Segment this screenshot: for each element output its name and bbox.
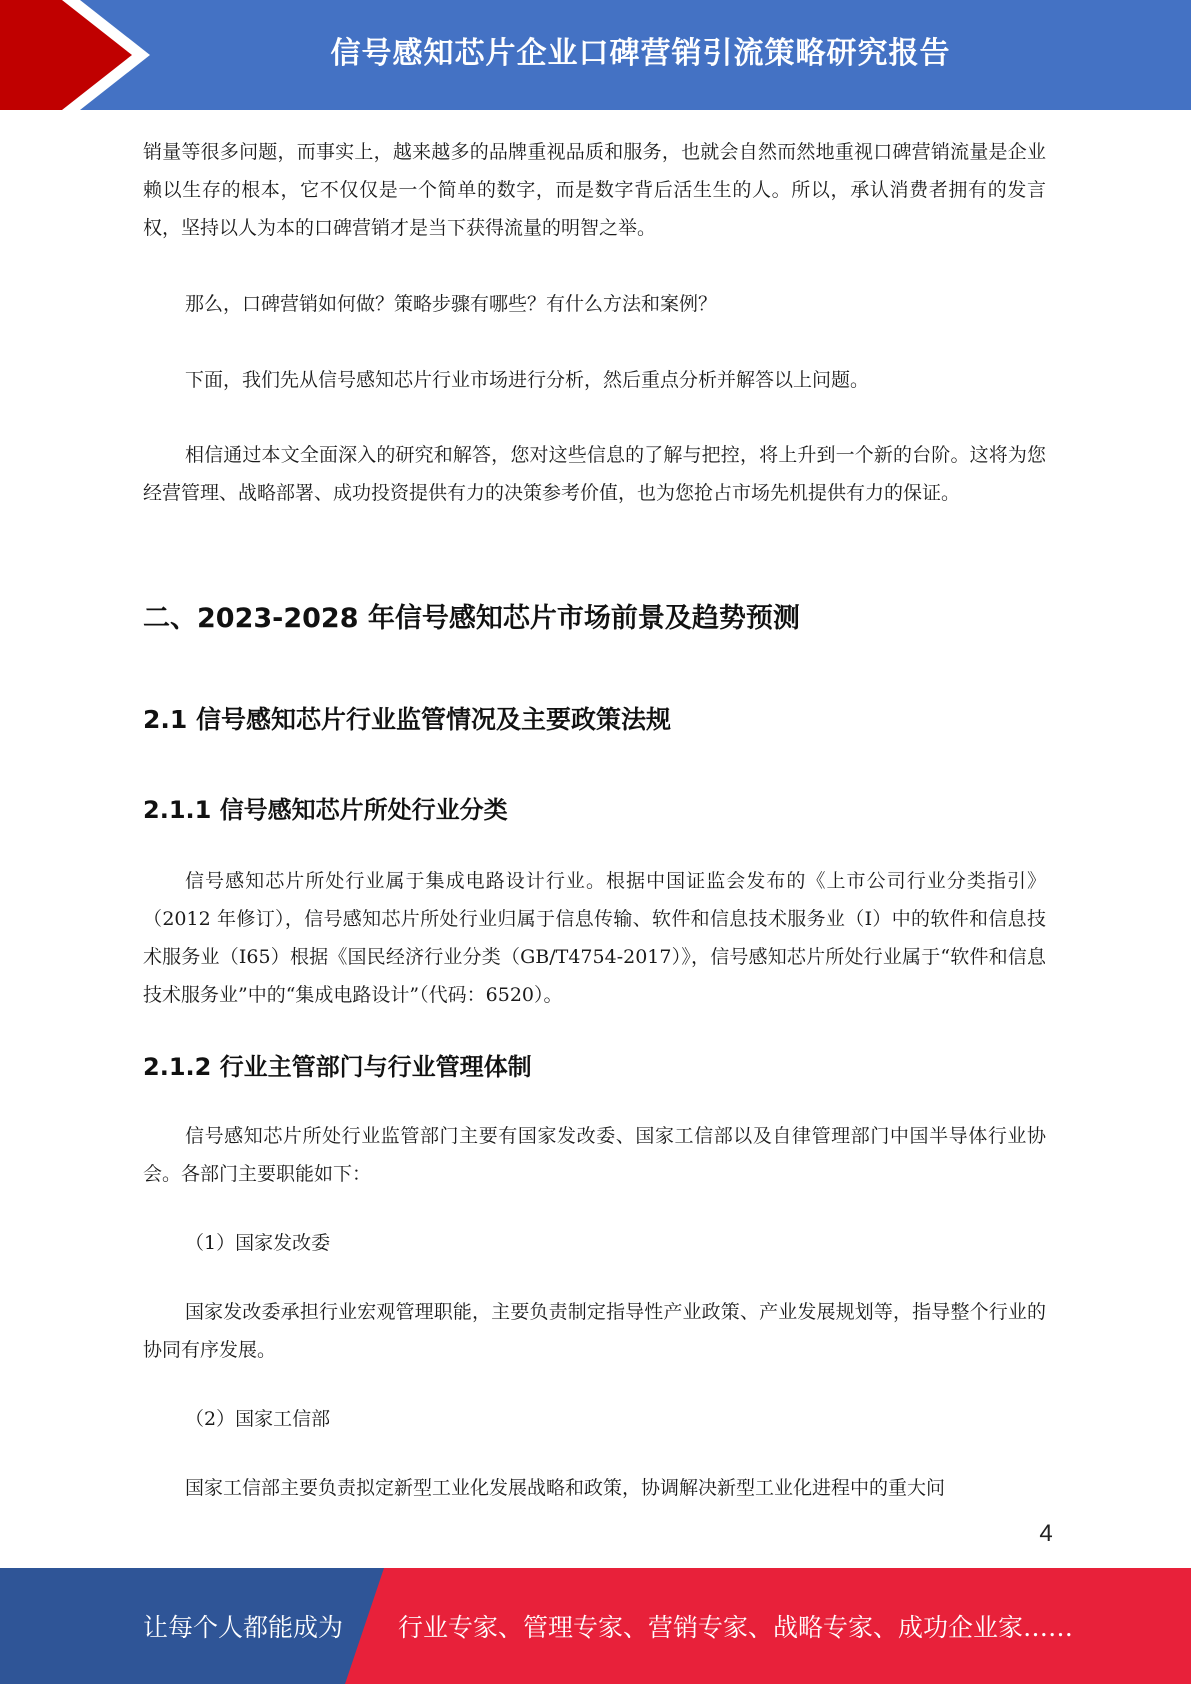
paragraph-next-steps: 下面，我们先从信号感知芯片行业市场进行分析，然后重点分析并解答以上问题。 (185, 369, 870, 391)
subsection-heading-2-1-1: 2.1.1 信号感知芯片所处行业分类 (143, 796, 508, 824)
report-title: 信号感知芯片企业口碑营销引流策略研究报告 (330, 36, 951, 71)
list-item-miit: （2）国家工信部 (185, 1408, 331, 1430)
page-number: 4 (1039, 1520, 1053, 1547)
footer-slogan-left: 让每个人都能成为 (143, 1613, 344, 1642)
page-header (0, 0, 1191, 110)
paragraph-industry-classification: 信号感知芯片所处行业属于集成电路设计行业。根据中国证监会发布的《上市公司行业分类指引》（2012 年修订），信号感知芯片所处行业归属于信息传输、软件和信息技术服务业（I）中的软件和信息技术服务业（I65）根据《国民经济行业分类（GB/T4754-2017）》，信号感知芯片所处行业属于“软件和信息技术服务业”中的“集成电路设计”（代码：6520）。 (143, 870, 1046, 1006)
paragraph-ndrc-duties: 国家发改委承担行业宏观管理职能，主要负责制定指导性产业政策、产业发展规划等，指导整个行业的协同有序发展。 (143, 1301, 1046, 1361)
paragraph-miit-duties: 国家工信部主要负责拟定新型工业化发展战略和政策，协调解决新型工业化进程中的重大问 (185, 1477, 946, 1499)
list-item-ndrc: （1）国家发改委 (185, 1232, 331, 1254)
footer-slogan-right: 行业专家、管理专家、营销专家、战略专家、成功企业家…… (398, 1613, 1074, 1642)
subsection-heading-2-1: 2.1 信号感知芯片行业监管情况及主要政策法规 (143, 705, 671, 734)
paragraph-questions: 那么，口碑营销如何做？策略步骤有哪些？有什么方法和案例？ (185, 293, 718, 315)
section-heading-2: 二、2023-2028 年信号感知芯片市场前景及趋势预测 (143, 603, 800, 634)
paragraph-value: 相信通过本文全面深入的研究和解答，您对这些信息的了解与把控，将上升到一个新的台阶。这将为您经营管理、战略部署、成功投资提供有力的决策参考价值，也为您抢占市场先机提供有力的保证。 (143, 444, 1046, 504)
paragraph-intro-continued: 销量等很多问题，而事实上，越来越多的品牌重视品质和服务，也就会自然而然地重视口碑营销流量是企业赖以生存的根本，它不仅仅是一个简单的数字，而是数字背后活生生的人。所以，承认消费者拥有的发言权，坚持以人为本的口碑营销才是当下获得流量的明智之举。 (143, 141, 1046, 239)
subsection-heading-2-1-2: 2.1.2 行业主管部门与行业管理体制 (143, 1053, 532, 1081)
paragraph-regulators: 信号感知芯片所处行业监管部门主要有国家发改委、国家工信部以及自律管理部门中国半导体行业协会。各部门主要职能如下： (143, 1125, 1046, 1185)
page-footer (0, 1568, 1191, 1684)
header-arrow-decoration (0, 0, 150, 110)
